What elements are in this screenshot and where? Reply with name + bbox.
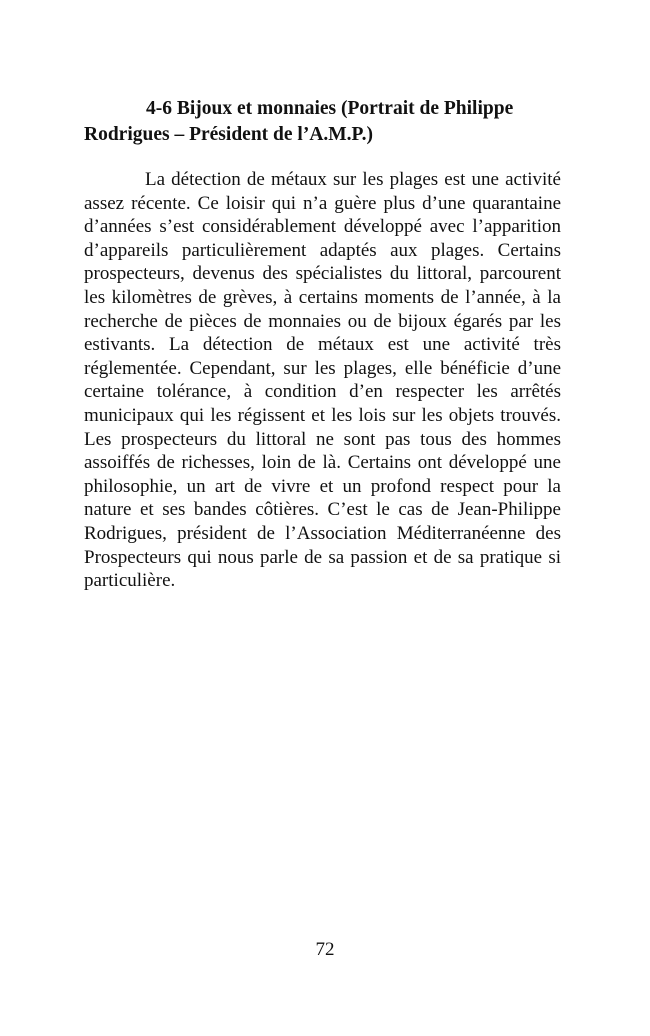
page-number: 72 <box>315 939 335 960</box>
body-paragraph: La détection de métaux sur les plages est une activité assez récente. Ce loisir qui n’a guère plus d’une quarantaine d’années s’est considérablement développé avec l’apparition d’appareils particulièrement adaptés aux plages. Certains prospecteurs, devenus des spécialistes du littoral, parcourent les kilomètres de grèves, à certains moments de l’année, à la recherche de pièces de monnaies ou de bijoux égarés par les estivants. La détection de métaux est une activité très réglementée. Cependant, sur les plages, elle bénéficie d’une certaine tolérance, à condition d’en respecter les arrêtés municipaux qui les régissent et les lois sur les objets trouvés. Les prospecteurs du littoral ne sont pas tous des hommes assoiffés de richesses, loin de là. Certains ont développé une philosophie, un art de vivre et un profond respect pour la nature et ses bandes côtières. C’est le cas de Jean-Philippe Rodrigues, président de l’Association Méditerranéenne des Prospecteurs qui nous parle de sa passion et de sa pratique si particulière. <box>84 169 561 592</box>
section-heading: 4-6 Bijoux et monnaies (Portrait de Philippe Rodrigues – Président de l’A.M.P.) <box>84 98 514 145</box>
